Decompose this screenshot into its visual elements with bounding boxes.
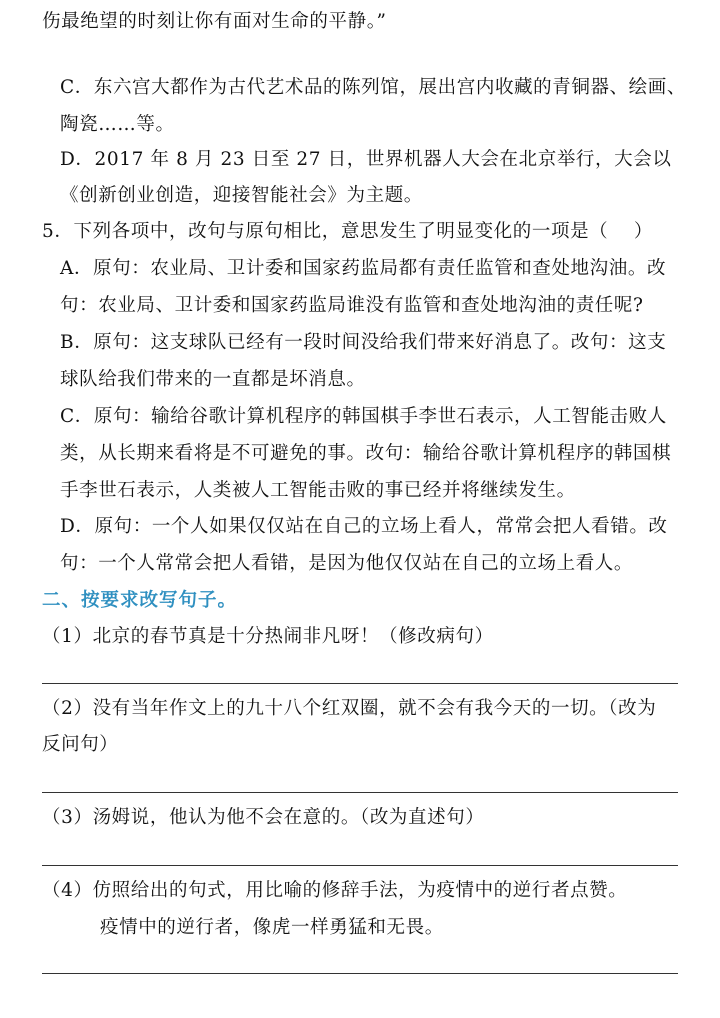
rewrite-q4-line1: （4）仿照给出的句式，用比喻的修辞手法，为疫情中的逆行者点赞。 <box>42 880 628 901</box>
q5-option-c-line3: 手李世石表示，人类被人工智能击败的事已经并将继续发生。 <box>60 480 576 501</box>
q5-option-a-line2: 句：农业局、卫计委和国家药监局谁没有监管和查处地沟油的责任呢? <box>60 295 644 316</box>
q5-option-d-line2: 句：一个人常常会把人看错，是因为他仅仅站在自己的立场上看人。 <box>60 553 634 574</box>
q5-option-a-line1: A．原句：农业局、卫计委和国家药监局都有责任监管和查处地沟油。改 <box>60 258 667 279</box>
q5-option-c-line1: C．原句：输给谷歌计算机程序的韩国棋手李世石表示，人工智能击败人 <box>60 406 667 427</box>
answer-line-q1[interactable] <box>42 683 678 684</box>
q5-option-b-line1: B．原句：这支球队已经有一段时间没给我们带来好消息了。改句：这支 <box>60 332 667 353</box>
answer-line-q3[interactable] <box>42 865 678 866</box>
rewrite-q4-example: 疫情中的逆行者，像虎一样勇猛和无畏。 <box>100 917 444 938</box>
rewrite-q1: （1）北京的春节真是十分热闹非凡呀！（修改病句） <box>42 626 494 647</box>
answer-line-q2[interactable] <box>42 792 678 793</box>
prev-option-d-line2: 《创新创业创造，迎接智能社会》为主题。 <box>60 185 423 206</box>
q5-stem: 5．下列各项中，改句与原句相比，意思发生了明显变化的一项是（ ） <box>42 221 653 242</box>
prev-option-c-continuation: 伤最绝望的时刻让你有面对生命的平静。” <box>42 11 387 32</box>
rewrite-q2-line1: （2）没有当年作文上的九十八个红双圈，就不会有我今天的一切。（改为 <box>42 698 657 719</box>
rewrite-q2-line2: 反问句） <box>42 734 119 755</box>
prev-option-c-line1: C．东六宫大都作为古代艺术品的陈列馆，展出宫内收藏的青铜器、绘画、 <box>60 77 686 98</box>
prev-option-d-line1: D．2017 年 8 月 23 日至 27 日，世界机器人大会在北京举行，大会以 <box>60 149 672 170</box>
rewrite-q3: （3）汤姆说，他认为他不会在意的。（改为直述句） <box>42 807 485 828</box>
q5-option-b-line2: 球队给我们带来的一直都是坏消息。 <box>60 369 366 390</box>
q5-option-c-line2: 类，从长期来看将是不可避免的事。改句：输给谷歌计算机程序的韩国棋 <box>60 443 672 464</box>
section-title: 二、按要求改写句子。 <box>42 590 238 611</box>
prev-option-c-line2: 陶瓷……等。 <box>60 114 175 135</box>
answer-line-q4[interactable] <box>42 973 678 974</box>
q5-option-d-line1: D．原句：一个人如果仅仅站在自己的立场上看人，常常会把人看错。改 <box>60 516 668 537</box>
